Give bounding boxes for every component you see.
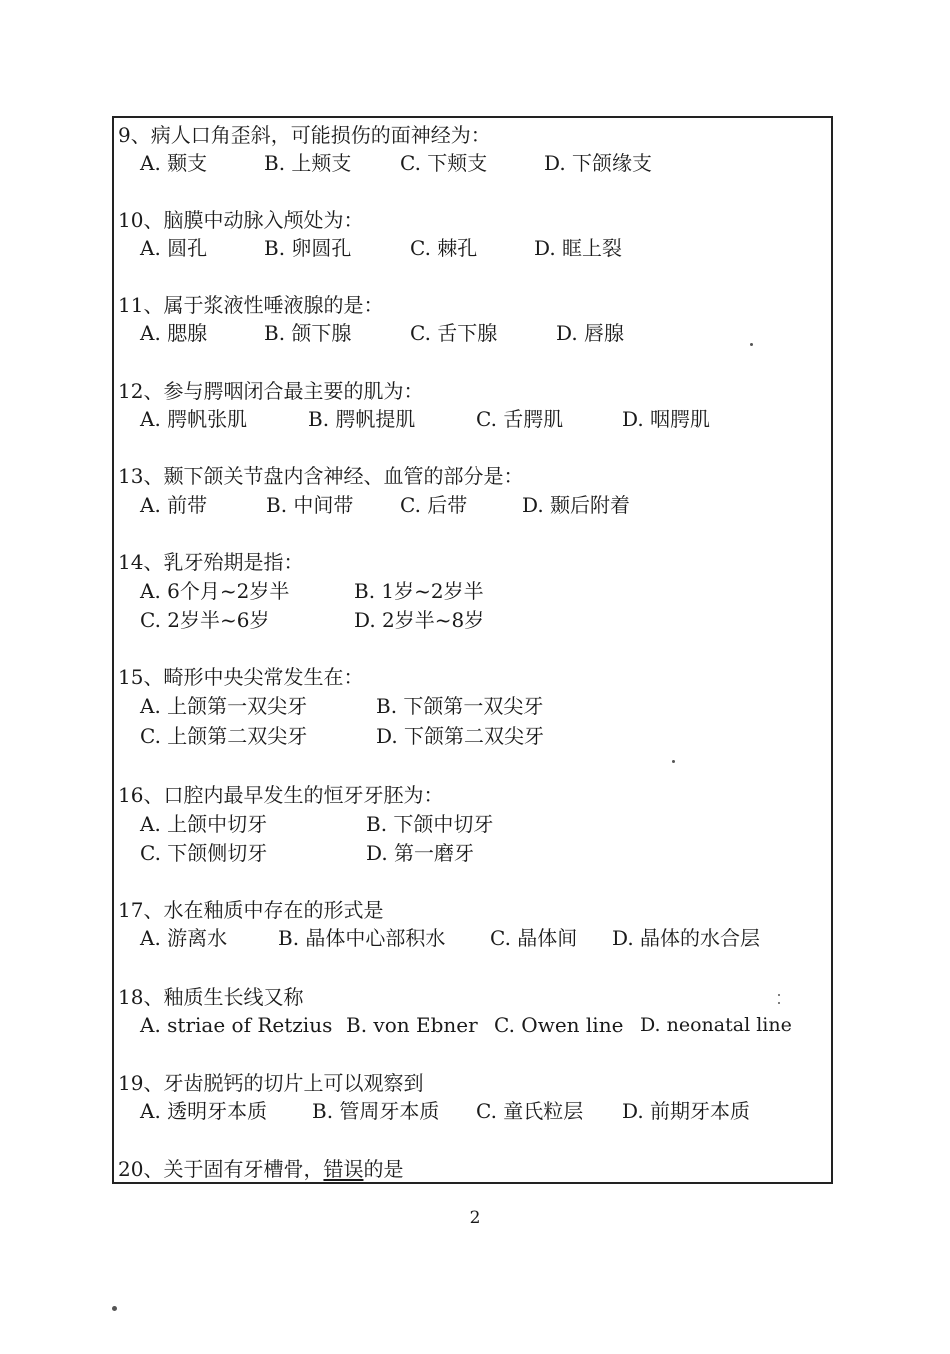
question-stem: 12、参与腭咽闭合最主要的肌为： [118, 379, 424, 403]
option: B. 管周牙本质 [312, 1099, 440, 1123]
option: A. 颞支 [140, 151, 208, 175]
q20-prefix: 20、关于固有牙槽骨， [118, 1157, 324, 1181]
option: A. 圆孔 [140, 236, 208, 260]
option: C. 晶体间 [490, 926, 578, 950]
option: A. 6个月~2岁半 [140, 579, 290, 603]
option: D. 眶上裂 [534, 236, 623, 260]
option: B. 下颌中切牙 [366, 812, 494, 836]
option: B. 颌下腺 [264, 321, 352, 345]
option: D. 晶体的水合层 [612, 926, 761, 950]
option: A. 前带 [140, 493, 208, 517]
question-stem: 9、病人口角歪斜，可能损伤的面神经为： [118, 123, 491, 147]
question-stem: 14、乳牙殆期是指： [118, 550, 304, 574]
question-stem: 18、釉质生长线又称 [118, 985, 304, 1009]
option: B. 卵圆孔 [264, 236, 352, 260]
option: C. 后带 [400, 493, 468, 517]
option: A. 上颌中切牙 [140, 812, 268, 836]
option: C. 棘孔 [410, 236, 478, 260]
page-number: 2 [469, 1208, 481, 1228]
option: A. 腮腺 [140, 321, 208, 345]
option: C. 下颊支 [400, 151, 488, 175]
scan-speck [112, 1306, 117, 1311]
question-stem: 15、畸形中央尖常发生在： [118, 665, 364, 689]
option: C. 舌腭肌 [476, 407, 564, 431]
option: C. 童氏粒层 [476, 1099, 584, 1123]
scan-speck [778, 994, 780, 996]
option: A. 腭帆张肌 [140, 407, 248, 431]
question-stem: 19、牙齿脱钙的切片上可以观察到 [118, 1071, 424, 1095]
option: B. 腭帆提肌 [308, 407, 416, 431]
option: D. 下颌缘支 [544, 151, 653, 175]
question-stem: 10、脑膜中动脉入颅处为： [118, 208, 364, 232]
option: C. 2岁半~6岁 [140, 608, 270, 632]
scan-speck [750, 343, 753, 346]
q20-emphasis: 错误 [323, 1157, 364, 1181]
option: B. 上颊支 [264, 151, 352, 175]
question-stem: 11、属于浆液性唾液腺的是： [118, 293, 384, 317]
question-stem [118, 1155, 403, 1183]
q20-suffix: 的是 [363, 1157, 404, 1181]
option: A. 游离水 [140, 926, 228, 950]
option: A. 透明牙本质 [140, 1099, 268, 1123]
option: D. 前期牙本质 [622, 1099, 751, 1123]
option: A. 上颌第一双尖牙 [140, 694, 308, 718]
option: D. 下颌第二双尖牙 [376, 724, 545, 748]
option: B. 晶体中心部积水 [278, 926, 446, 950]
option: C. 下颌侧切牙 [140, 841, 268, 865]
option: B. von Ebner [346, 1013, 478, 1037]
option: C. 上颌第二双尖牙 [140, 724, 308, 748]
scan-speck [778, 1002, 780, 1004]
question-stem: 16、口腔内最早发生的恒牙牙胚为： [118, 783, 444, 807]
option: C. 舌下腺 [410, 321, 498, 345]
option: B. 1岁~2岁半 [354, 579, 484, 603]
question-stem: 13、颞下颌关节盘内含神经、血管的部分是： [118, 464, 524, 488]
scan-speck [672, 760, 675, 763]
option: C. Owen line [494, 1013, 624, 1037]
option: D. 2岁半~8岁 [354, 608, 485, 632]
option: B. 下颌第一双尖牙 [376, 694, 544, 718]
option: B. 中间带 [266, 493, 354, 517]
option: D. 唇腺 [556, 321, 625, 345]
option: D. 颞后附着 [522, 493, 631, 517]
question-stem: 17、水在釉质中存在的形式是 [118, 898, 384, 922]
option: A. striae of Retzius [140, 1013, 333, 1037]
option: D. neonatal line [640, 1014, 792, 1036]
option: D. 第一磨牙 [366, 841, 475, 865]
option: D. 咽腭肌 [622, 407, 711, 431]
